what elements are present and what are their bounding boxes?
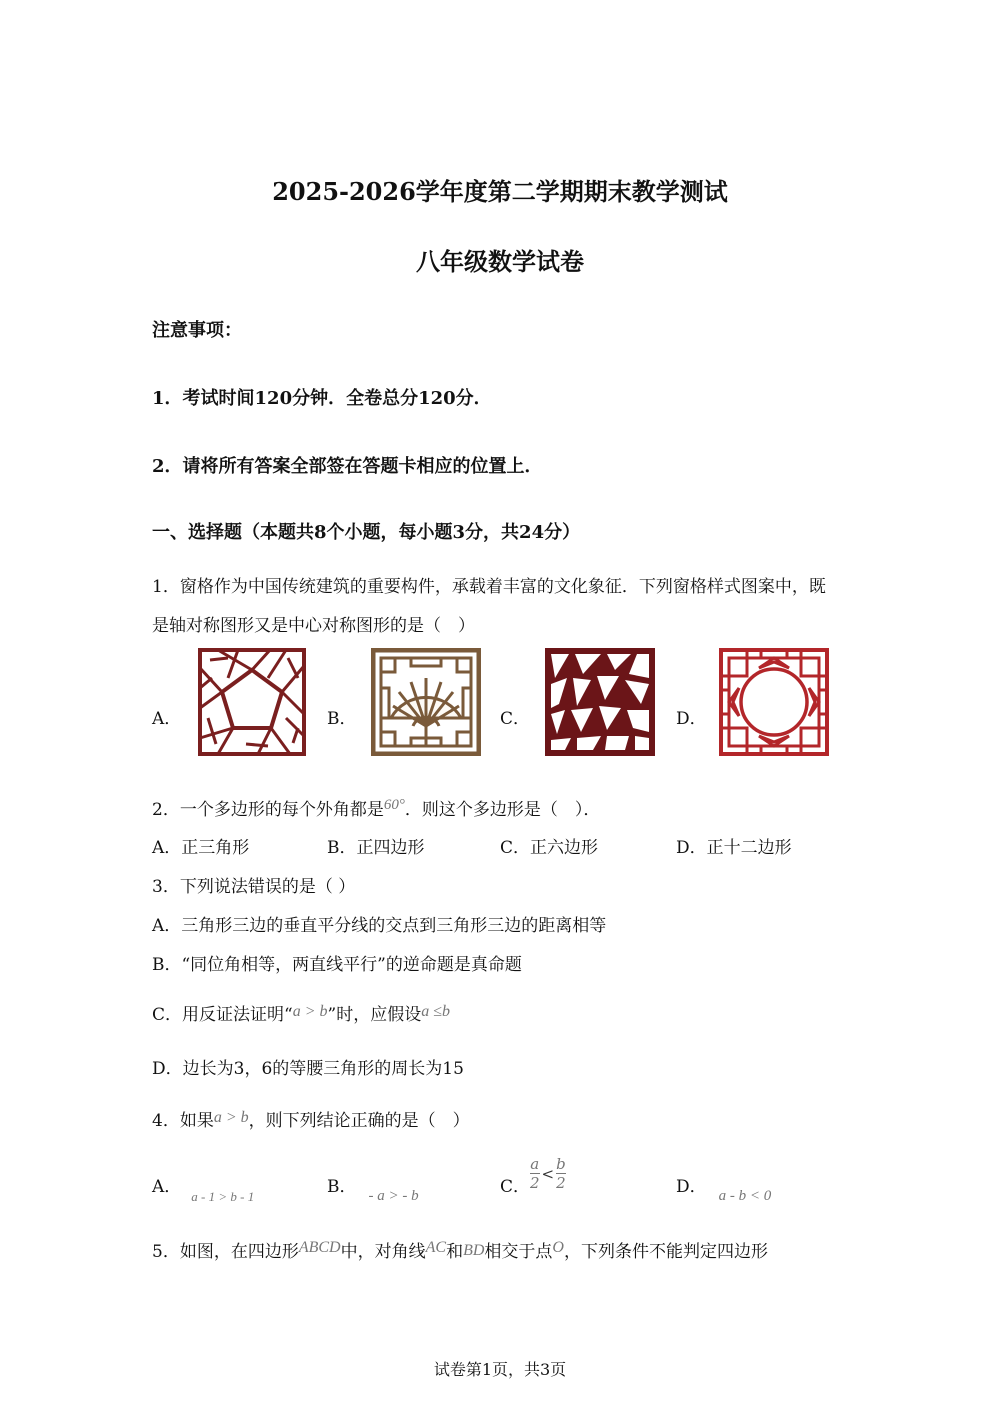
fraction: $\frac{b}{2}$ [556, 1155, 566, 1192]
option-a[interactable]: A．正三角形 [152, 838, 250, 858]
circle-lattice-icon [719, 648, 829, 756]
option-b[interactable]: B． - a > - b [327, 1177, 419, 1204]
fan-lattice-icon [371, 648, 481, 756]
option-a[interactable]: A．三角形三边的垂直平分线的交点到三角形三边的距离相等 [152, 916, 607, 936]
exam-subtitle: 八年级数学试卷 [416, 247, 584, 276]
option-b[interactable]: B．正四边形 [327, 838, 425, 858]
math-expression: a - b < 0 [718, 1188, 772, 1204]
angle-value: 60° [383, 797, 405, 813]
cracked-ice-lattice-icon [545, 648, 655, 756]
option-b[interactable]: B．“同位角相等，两直线平行”的逆命题是真命题 [152, 955, 522, 975]
option-d[interactable]: D． a - b < 0 [676, 1177, 772, 1204]
exam-title: 2025-2026学年度第二学期期末教学测试 [272, 177, 728, 206]
question-1-stem: 1．窗格作为中国传统建筑的重要构件，承载着丰富的文化象征．下列窗格样式图案中，既 [152, 577, 826, 597]
option-a[interactable]: A． $_{a - 1 > b - 1}$ [152, 1177, 255, 1204]
option-c-label[interactable]: C． [500, 709, 531, 729]
pentagon-lattice-icon [198, 648, 306, 756]
math-expression: a - 1 > b - 1 [191, 1189, 255, 1204]
math-expression: - a > - b [368, 1188, 419, 1204]
option-c[interactable]: C．正六边形 [500, 838, 599, 858]
option-c[interactable]: C． [500, 1177, 531, 1197]
page-footer: 试卷第1页，共3页 [433, 1360, 567, 1379]
section-heading: 一、选择题（本题共8个小题，每小题3分，共24分） [152, 522, 581, 543]
notice-item: 2．请将所有答案全部签在答题卡相应的位置上． [152, 456, 543, 477]
option-b-label[interactable]: B． [327, 709, 357, 729]
notice-item: 1．考试时间120分钟．全卷总分120分． [152, 388, 492, 409]
option-d[interactable]: D．正十二边形 [676, 838, 792, 858]
option-a-label[interactable]: A． [152, 709, 182, 729]
question-1-stem-cont: 是轴对称图形又是中心对称图形的是（ ） [152, 616, 475, 636]
notice-heading: 注意事项： [152, 320, 242, 341]
math-expression: a > b [213, 1109, 249, 1126]
option-d-label[interactable]: D． [676, 709, 707, 729]
math-expression: a ≤b [421, 1003, 450, 1020]
question-5-stem: 5．如图，在四边形ABCD中，对角线AC和BD相交于点O，下列条件不能判定四边形 [152, 1239, 768, 1262]
question-2-stem: 2．一个多边形的每个外角都是60°．则这个多边形是（ ）． [152, 797, 601, 820]
question-4-stem: 4．如果a > b，则下列结论正确的是（ ） [152, 1109, 470, 1131]
question-3-stem: 3．下列说法错误的是（ ） [152, 877, 356, 897]
fraction-inequality: $\frac{a}{2}$ < $\frac{b}{2}$ [530, 1155, 566, 1192]
option-c[interactable]: C．用反证法证明“a > b”时，应假设a ≤b [152, 1003, 450, 1025]
fraction: $\frac{a}{2}$ [530, 1155, 540, 1192]
math-expression: a > b [292, 1003, 328, 1020]
option-d[interactable]: D．边长为3，6的等腰三角形的周长为15 [152, 1059, 464, 1079]
